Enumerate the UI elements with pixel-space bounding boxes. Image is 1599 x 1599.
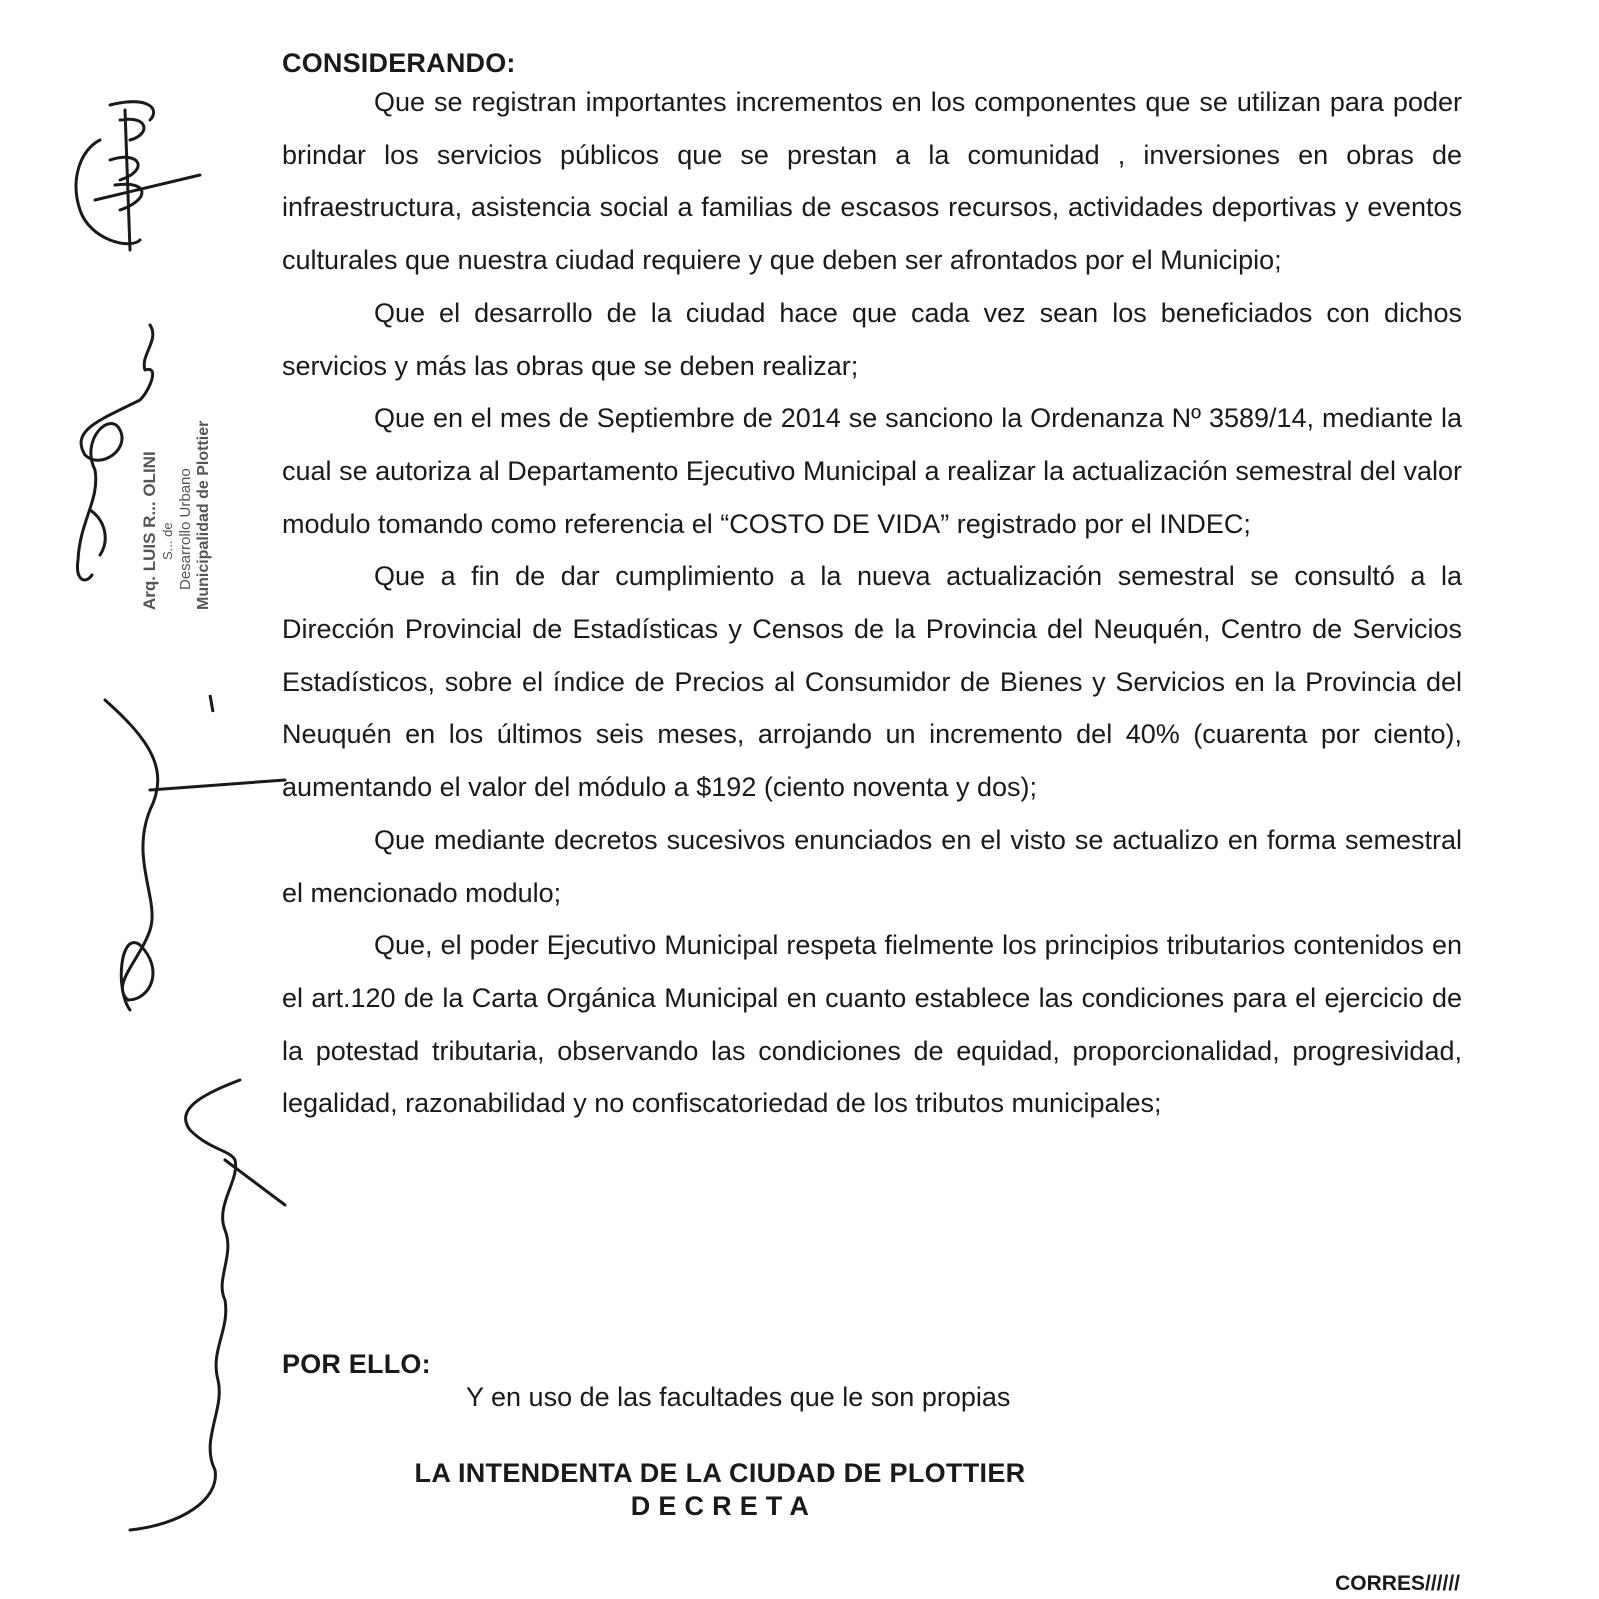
considerando-heading: CONSIDERANDO:: [282, 48, 516, 78]
continuation-marker: CORRES//////: [1335, 1572, 1460, 1595]
small-mark: [210, 695, 213, 712]
paragraph-3: Que en el mes de Septiembre de 2014 se sanciono la Ordenanza Nº 3589/14, mediante la cual se autoriza al Departamento Ejecutivo Municipal a realizar la actualización semestral del valor modulo tomando como referencia el “COSTO DE VIDA” registrado por el INDEC;: [282, 403, 1462, 539]
stamp-line-1: Arq. LUIS R... OLINI: [140, 451, 159, 610]
signature-cursive-1: [77, 325, 152, 580]
paragraph-1: Que se registran importantes incrementos en los componentes que se utilizan para poder brindar los servicios públicos que se prestan a la comunidad , inversiones en obras de infraestructura, asistencia social a familias de escasos recursos, actividades deportivas y eventos culturales que nuestra ciudad requiere y que deben ser afrontados por el Municipio;: [282, 87, 1462, 276]
stamp-line-4: Municipalidad de Plottier: [195, 420, 212, 610]
signature-initials-1: [76, 102, 200, 250]
por-ello-heading: POR ELLO:: [282, 1349, 431, 1379]
signature-cursive-3: [130, 1080, 285, 1530]
paragraph-4: Que a fin de dar cumplimiento a la nueva actualización semestral se consultó a la Dirección Provincial de Estadísticas y Censos de la Provincia del Neuquén, Centro de Servicios Estadísticos, sobre el índice de Precios al Consumidor de Bienes y Servicios en la Provincia del Neuquén en los últimos seis meses, arrojando un incremento del 40% (cuarenta por ciento), aumentando el valor del módulo a $192 (ciento noventa y dos);: [282, 561, 1462, 803]
paragraph-6: Que, el poder Ejecutivo Municipal respeta fielmente los principios tributarios contenidos en el art.120 de la Carta Orgánica Municipal en cuanto establece las condiciones para el ejercicio de la potestad tributaria, observando las condiciones de equidad, proporcionalidad, progresividad, legalidad, razonabilidad y no confiscatoriedad de los tributos municipales;: [282, 930, 1462, 1119]
decree-title: LA INTENDENTA DE LA CIUDAD DE PLOTTIER: [414, 1458, 1026, 1488]
decreta-title: D E C R E T A: [630, 1491, 810, 1521]
stamp-line-3: Desarrollo Urbano: [177, 468, 194, 590]
margin-signatures: [0, 0, 300, 1599]
paragraph-2: Que el desarrollo de la ciudad hace que cada vez sean los beneficiados con dichos servicios y más las obras que se deben realizar;: [282, 297, 1462, 381]
signature-line-2: [105, 700, 285, 1010]
stamp-line-2: S... de: [160, 522, 175, 560]
paragraph-5: Que mediante decretos sucesivos enunciados en el visto se actualizo en forma semestral el mencionado modulo;: [282, 824, 1462, 908]
facultades-text: Y en uso de las facultades que le son propias: [466, 1382, 1011, 1412]
body-text: [282, 76, 1462, 1130]
